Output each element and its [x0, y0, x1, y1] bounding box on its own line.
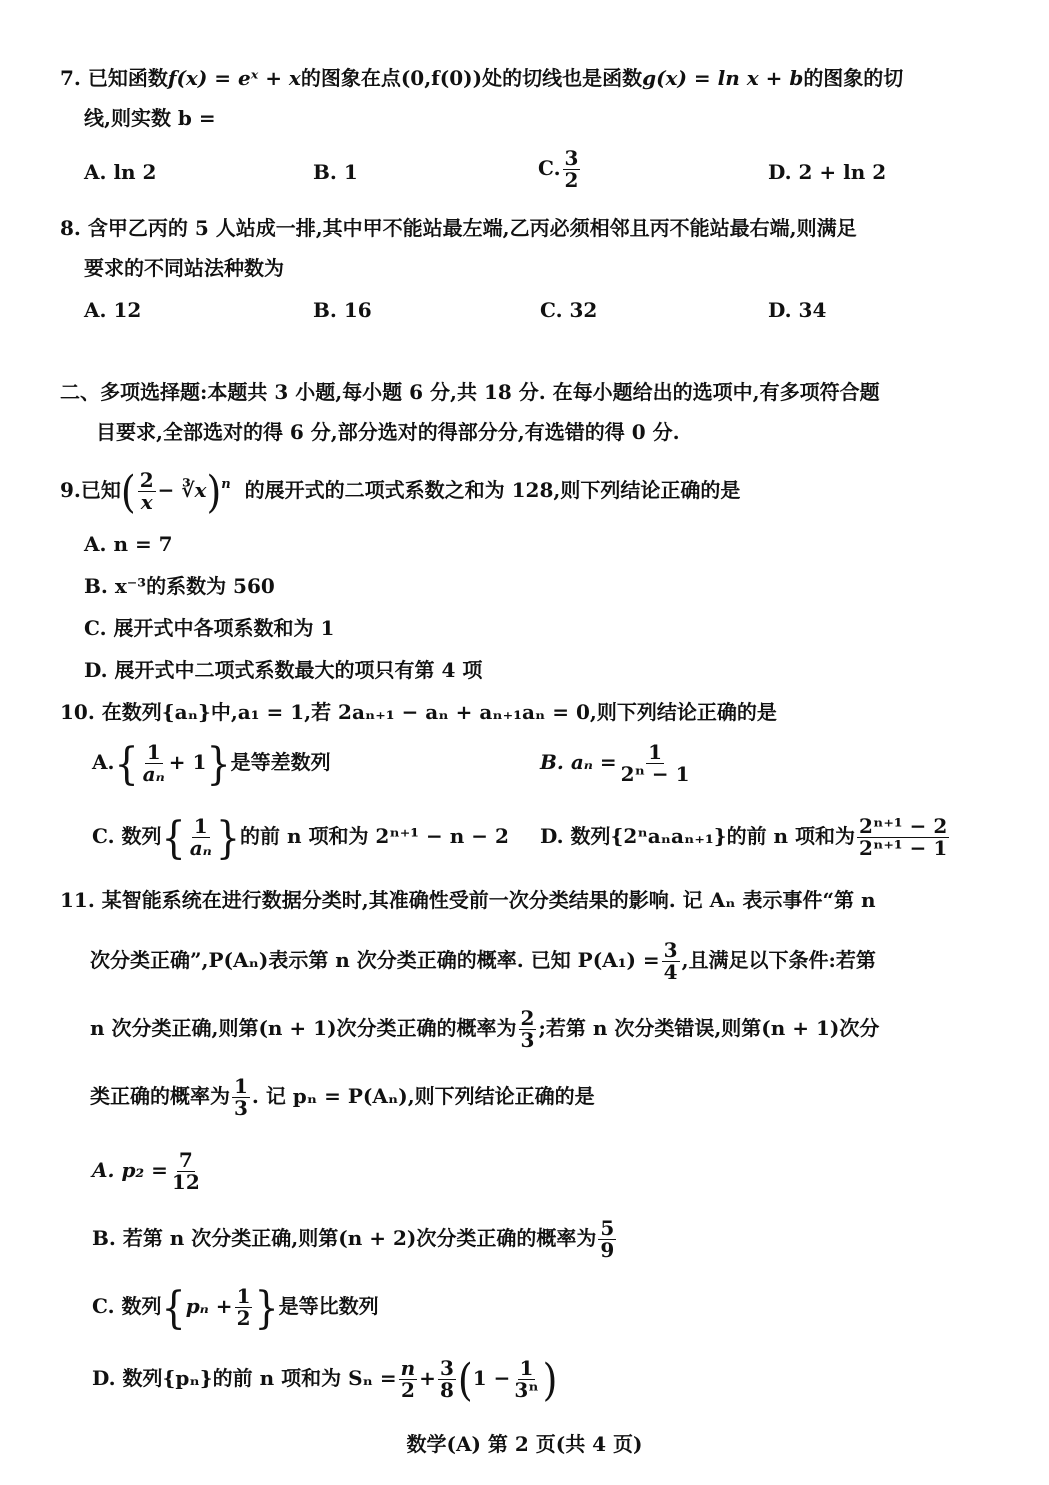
q11-fraction-2-3	[519, 1008, 537, 1051]
q11-text-1: 某智能系统在进行数据分类时,其准确性受前一次分类结果的影响. 记 Aₙ 表示事件“第 n	[101, 888, 876, 912]
fraction-denominator: 4	[663, 960, 678, 984]
q9-stem: 9.已知( $\frac{2}{x}$ − ∛x)$^n$ 的展开式的二项式系数之和为 128,则下列结论正确的是	[60, 466, 741, 517]
q8-option-c: C. 32	[540, 298, 598, 322]
q7-line1	[60, 64, 903, 92]
q10-a-plus: + 1	[168, 750, 207, 774]
q7-fx: f(x) = eˣ + x	[167, 66, 301, 90]
q9-post: 的展开式的二项式系数之和为 128,则下列结论正确的是	[244, 478, 741, 502]
q7-option-c-label: C.	[538, 156, 561, 180]
fraction-numerator: 3	[564, 146, 579, 170]
q8-line2: 要求的不同站法种数为	[84, 256, 284, 280]
q10-b-lhs: B. aₙ =	[540, 750, 617, 774]
fraction-numerator: 5	[600, 1216, 615, 1240]
q11-d-fraction-3	[512, 1358, 540, 1401]
q9-option-c: C. 展开式中各项系数和为 1	[84, 616, 335, 640]
fraction-numerator: 1	[193, 814, 208, 838]
fraction-numerator: 1	[519, 1356, 534, 1380]
q11-line3	[90, 1008, 879, 1051]
q8-line1	[60, 214, 857, 242]
q7-text-2: 的图象在点(0,f(0))处的切线也是函数	[300, 66, 643, 90]
fraction-numerator: 2	[520, 1006, 535, 1030]
q11-option-d: D. 数列{pₙ}的前 n 项和为 Sₙ = $\frac{n}{2}$ + $\frac{3}{8}$ (1 − $\frac{1}{\text{3ⁿ}}$ )	[92, 1354, 558, 1405]
fraction-numerator: 7	[178, 1148, 193, 1172]
q10-option-d	[540, 816, 951, 859]
q11-number: 11.	[60, 888, 95, 912]
q9-option-a: A. n = 7	[84, 532, 173, 556]
q11-fraction-3-4	[662, 940, 680, 983]
q7-line2: 线,则实数 b =	[84, 106, 216, 130]
fraction-denominator: 2ⁿ⁺¹ − 1	[859, 836, 948, 860]
q11-d-fraction-2	[438, 1358, 456, 1401]
q11-c-fraction	[235, 1286, 253, 1329]
q7-gx: g(x) = ln x + b	[642, 66, 804, 90]
fraction-denominator: aₙ	[142, 762, 165, 786]
q10-b-fraction	[619, 742, 692, 785]
q11-a-lhs: A. p₂ =	[92, 1158, 168, 1182]
q8-text: 含甲乙丙的 5 人站成一排,其中甲不能站最左端,乙丙必须相邻且丙不能站最右端,则满足	[87, 216, 857, 240]
q7-text-1: 已知函数	[87, 66, 168, 90]
section2-line1: 二、多项选择题:本题共 3 小题,每小题 6 分,共 18 分. 在每小题给出的选项中,有多项符合题	[60, 380, 880, 404]
page-footer: 数学(A) 第 2 页(共 4 页)	[406, 1432, 643, 1456]
fraction-denominator: aₙ	[189, 836, 212, 860]
fraction-numerator: 1	[146, 740, 161, 764]
q9-exponent: n	[221, 477, 231, 492]
q10-a-fraction	[141, 742, 167, 785]
fraction-numerator: 2ⁿ⁺¹ − 2	[859, 814, 948, 838]
fraction-numerator: 3	[439, 1356, 454, 1380]
q10-d-fraction	[857, 816, 949, 859]
q11-d-fraction-1	[399, 1358, 418, 1401]
fraction-denominator: 2	[236, 1306, 251, 1330]
q11-text-4b: . 记 pₙ = P(Aₙ),则下列结论正确的是	[251, 1084, 595, 1108]
q7-option-c-fraction	[563, 148, 581, 191]
q10-c-fraction	[188, 816, 214, 859]
fraction-numerator: 1	[648, 740, 663, 764]
q11-b-text: B. 若第 n 次分类正确,则第(n + 2)次分类正确的概率为	[92, 1226, 597, 1250]
q10-a-tail: 是等差数列	[230, 750, 331, 774]
q9-option-d: D. 展开式中二项式系数最大的项只有第 4 项	[84, 658, 483, 682]
q10-text: 在数列{aₙ}中,a₁ = 1,若 2aₙ₊₁ − aₙ + aₙ₊₁aₙ = 0,则下列结论正确的是	[101, 700, 777, 724]
section2-line2: 目要求,全部选对的得 6 分,部分选对的得部分分,有选错的得 0 分.	[96, 420, 680, 444]
q9-pre: 已知	[80, 478, 121, 502]
q11-c-term: pₙ +	[185, 1294, 233, 1318]
q11-text-4: 类正确的概率为	[90, 1084, 230, 1108]
q11-d-inner: 1 −	[472, 1366, 511, 1390]
q8-option-a: A. 12	[84, 298, 142, 322]
fraction-denominator: 2ⁿ − 1	[620, 762, 690, 786]
q10-number: 10.	[60, 700, 95, 724]
fraction-denominator: 9	[600, 1238, 615, 1262]
q11-option-a	[92, 1150, 204, 1193]
q9-option-b: B. x⁻³的系数为 560	[84, 574, 275, 598]
q8-option-b: B. 16	[313, 298, 372, 322]
q11-c-tail: 是等比数列	[278, 1294, 379, 1318]
q10-c-label: C. 数列	[92, 824, 162, 848]
q11-d-text: D. 数列{pₙ}的前 n 项和为 Sₙ =	[92, 1366, 397, 1390]
q11-line1	[60, 886, 876, 914]
fraction-denominator: x	[140, 490, 153, 514]
q10-option-b	[540, 742, 694, 785]
q7-option-c	[538, 148, 582, 191]
q7-option-a: A. ln 2	[84, 160, 157, 184]
fraction-denominator: 3	[234, 1096, 248, 1120]
fraction-numerator: 3	[663, 938, 678, 962]
fraction-numerator: 1	[236, 1284, 251, 1308]
q11-text-2: 次分类正确”,P(Aₙ)表示第 n 次分类正确的概率. 已知 P(A₁) =	[90, 948, 660, 972]
fraction-numerator: n	[400, 1356, 416, 1380]
q7-option-b: B. 1	[313, 160, 358, 184]
q10-d-text: D. 数列{2ⁿaₙaₙ₊₁}的前 n 项和为	[540, 824, 856, 848]
fraction-denominator: 8	[439, 1378, 454, 1402]
plus-sign: +	[419, 1366, 436, 1390]
q10-option-a: A.{ $\frac{1}{\text{aₙ}}$ + 1}是等差数列	[92, 738, 331, 789]
q9-fraction	[138, 470, 156, 513]
q9-root-term: − ∛x	[157, 478, 207, 502]
q11-line2	[90, 940, 876, 983]
q11-line4	[90, 1076, 595, 1119]
q10-c-tail: 的前 n 项和为 2ⁿ⁺¹ − n − 2	[240, 824, 509, 848]
fraction-numerator: 2	[139, 468, 154, 492]
q9-number: 9.	[60, 478, 81, 502]
q11-b-fraction	[598, 1218, 616, 1261]
q11-text-3: n 次分类正确,则第(n + 1)次分类正确的概率为	[90, 1016, 517, 1040]
q10-option-c: C. 数列{ $\frac{1}{\text{aₙ}}$ }的前 n 项和为 2ⁿ⁺¹ − n − 2	[92, 812, 509, 863]
fraction-numerator: 1	[234, 1074, 248, 1098]
q10-stem	[60, 698, 777, 726]
q7-text-3: 的图象的切	[803, 66, 904, 90]
q8-option-d: D. 34	[768, 298, 827, 322]
q8-number: 8.	[60, 216, 81, 240]
option-label: A.	[92, 750, 115, 774]
fraction-denominator: 2	[400, 1378, 415, 1402]
fraction-denominator: 3	[520, 1028, 535, 1052]
q11-text-2b: ,且满足以下条件:若第	[681, 948, 876, 972]
q11-fraction-1-3	[232, 1076, 250, 1119]
q11-text-3b: ;若第 n 次分类错误,则第(n + 1)次分	[538, 1016, 880, 1040]
fraction-denominator: 2	[564, 168, 579, 192]
fraction-denominator: 3ⁿ	[514, 1378, 539, 1402]
q11-c-label: C. 数列	[92, 1294, 162, 1318]
q11-option-b	[92, 1218, 618, 1261]
q11-option-c: C. 数列{pₙ + $\frac{1}{2}$ }是等比数列	[92, 1282, 379, 1333]
q7-number: 7.	[60, 66, 81, 90]
fraction-denominator: 12	[171, 1170, 200, 1194]
q11-a-fraction	[170, 1150, 202, 1193]
q7-option-d: D. 2 + ln 2	[768, 160, 887, 184]
